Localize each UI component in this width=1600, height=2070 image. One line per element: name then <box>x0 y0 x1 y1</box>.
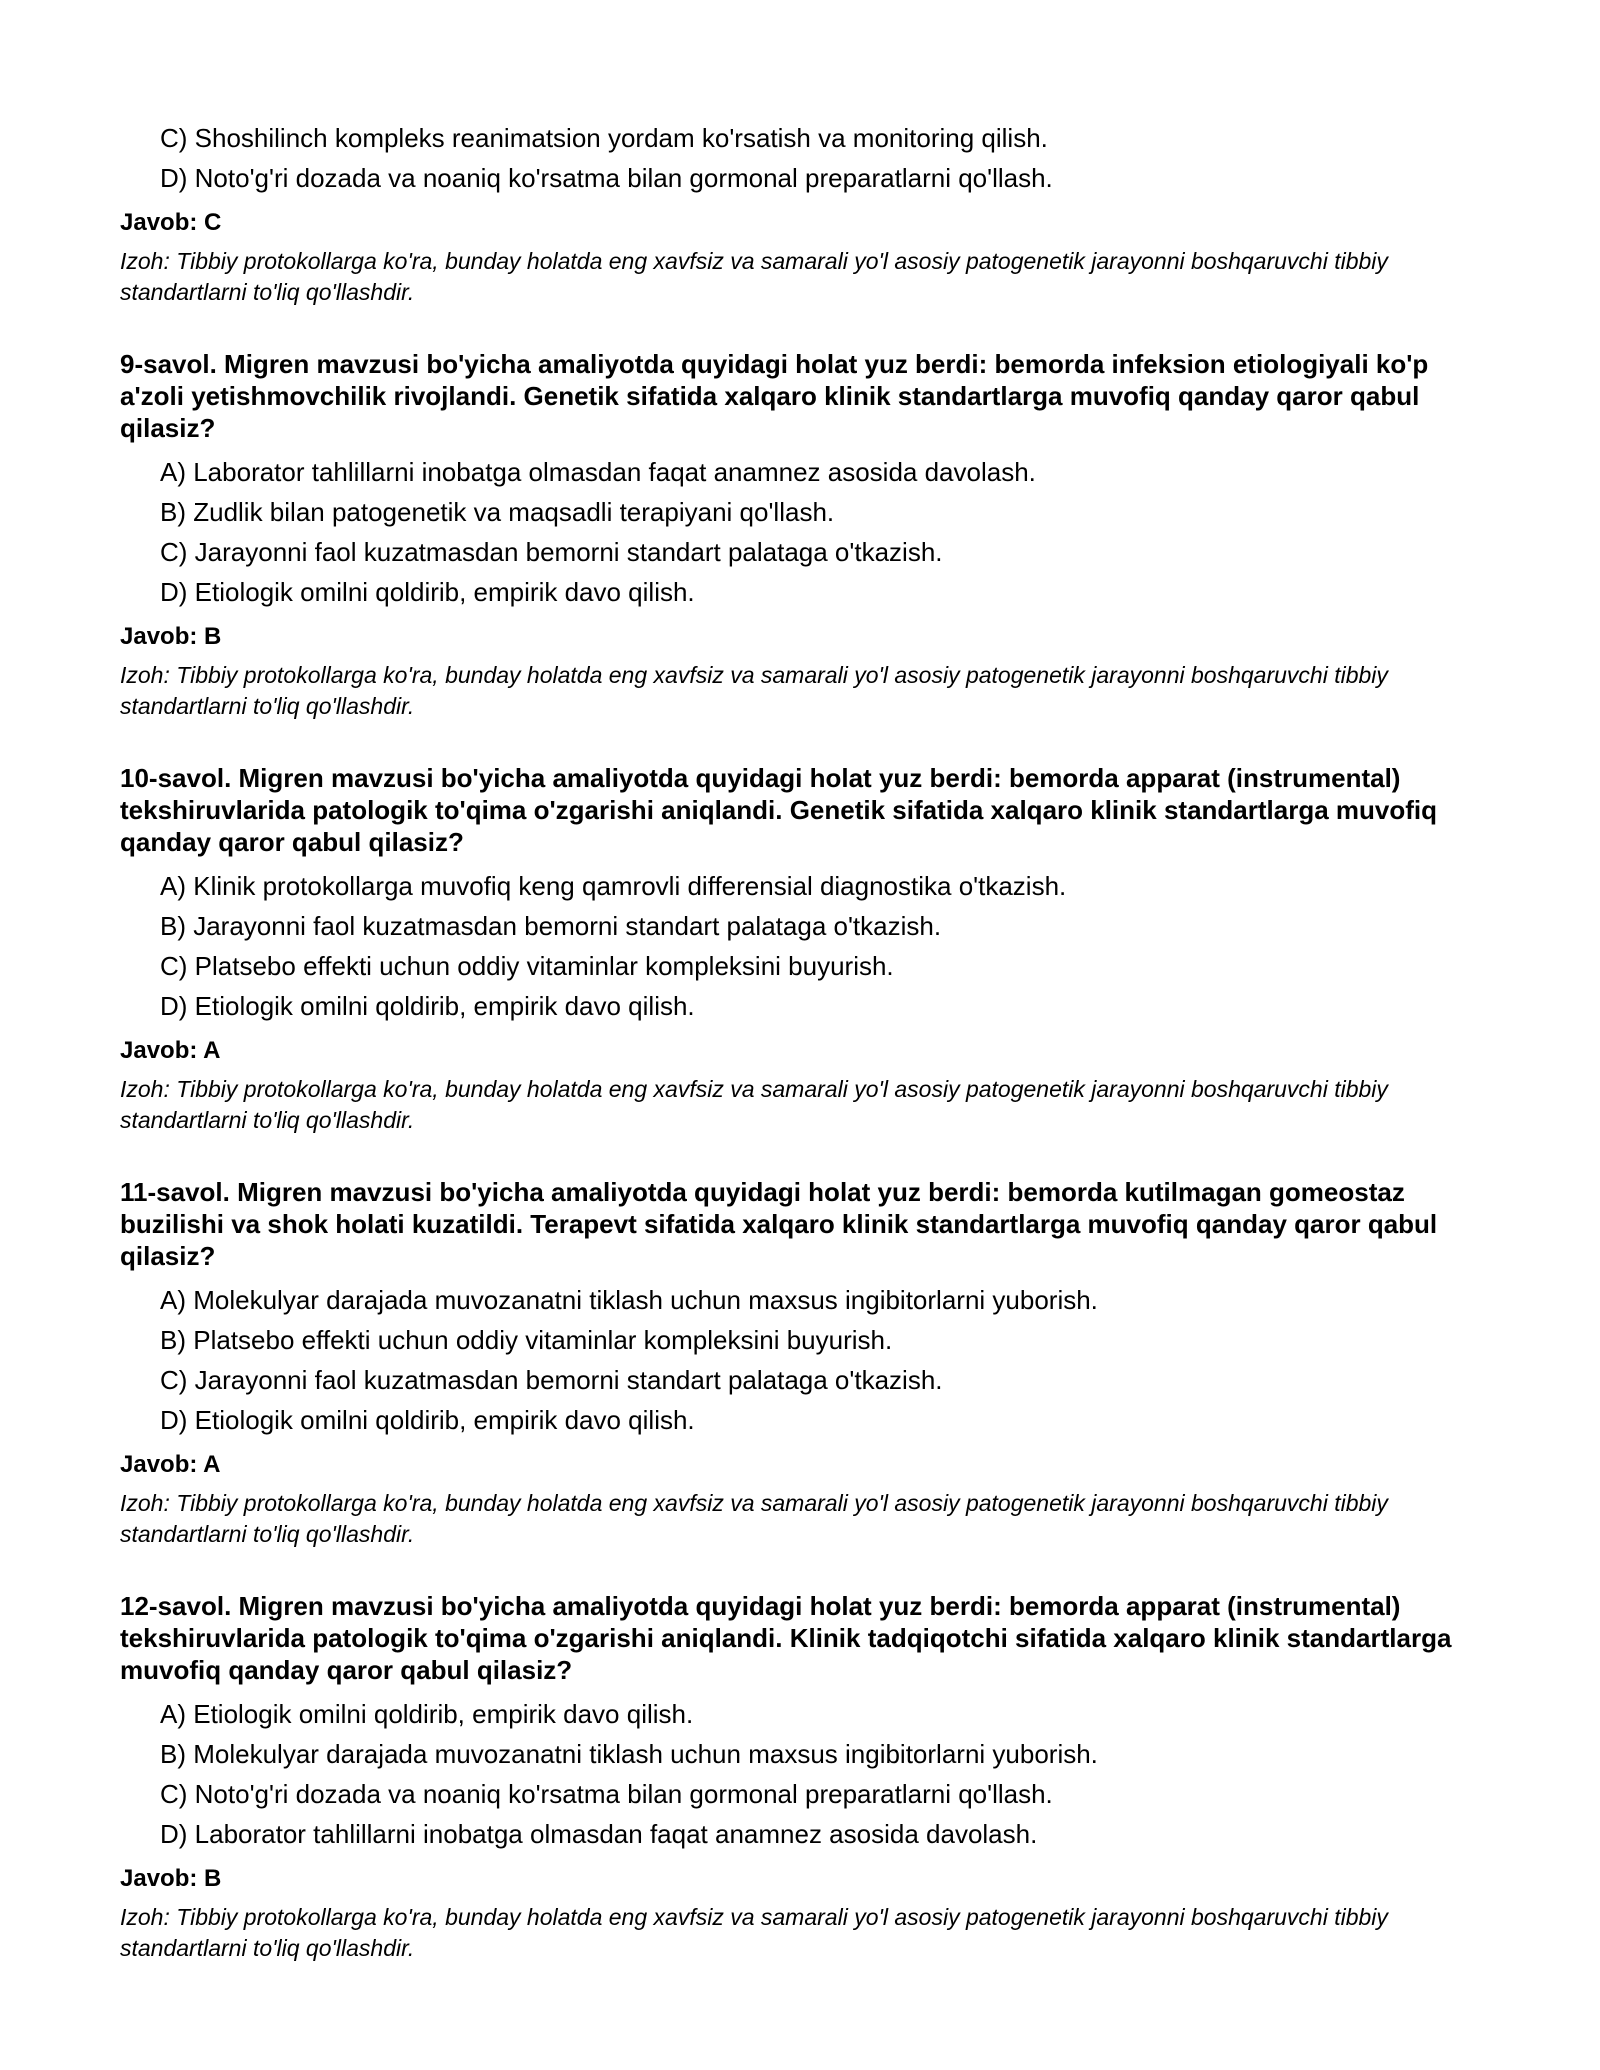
answer-label: Javob: B <box>120 1865 222 1892</box>
answer-label: Javob: A <box>120 1037 221 1064</box>
option-b: B) Zudlik bilan patogenetik va maqsadli terapiyani qo'llash. <box>160 497 835 527</box>
question-title: 12-savol. Migren mavzusi bo'yicha amaliyotda quyidagi holat yuz berdi: bemorda apparat (instrumental) tekshiruvlarida patologik to'qima o'zgarishi aniqlandi. Klinik tadqiqotchi sifatida xalqaro klinik standartlarga muvofiq qanday qaror qabul qilasiz? <box>120 1591 1452 1685</box>
question-title: 10-savol. Migren mavzusi bo'yicha amaliyotda quyidagi holat yuz berdi: bemorda apparat (instrumental) tekshiruvlarida patologik to'qima o'zgarishi aniqlandi. Genetik sifatida xalqaro klinik standartlarga muvofiq qanday qaror qabul qilasiz? <box>120 763 1437 857</box>
option-c: C) Noto'g'ri dozada va noaniq ko'rsatma bilan gormonal preparatlarni qo'llash. <box>160 1779 1053 1809</box>
option-a: A) Molekulyar darajada muvozanatni tiklash uchun maxsus ingibitorlarni yuborish. <box>160 1285 1098 1315</box>
answer-label: Javob: A <box>120 1451 221 1478</box>
answer-label: Javob: C <box>120 209 222 236</box>
option-b: B) Molekulyar darajada muvozanatni tiklash uchun maxsus ingibitorlarni yuborish. <box>160 1739 1098 1769</box>
option-a: A) Klinik protokollarga muvofiq keng qamrovli differensial diagnostika o'tkazish. <box>160 871 1067 901</box>
option-d: D) Etiologik omilni qoldirib, empirik davo qilish. <box>160 991 695 1021</box>
option-a: A) Laborator tahlillarni inobatga olmasdan faqat anamnez asosida davolash. <box>160 457 1036 487</box>
question-12 <box>120 1590 1480 1964</box>
option-d: D) Noto'g'ri dozada va noaniq ko'rsatma bilan gormonal preparatlarni qo'llash. <box>160 163 1053 193</box>
question-title: 11-savol. Migren mavzusi bo'yicha amaliyotda quyidagi holat yuz berdi: bemorda kutilmagan gomeostaz buzilishi va shok holati kuzatildi. Terapevt sifatida xalqaro klinik standartlarga muvofiq qanday qaror qabul qilasiz? <box>120 1177 1438 1271</box>
option-c: C) Jarayonni faol kuzatmasdan bemorni standart palataga o'tkazish. <box>160 1365 943 1395</box>
answer-label: Javob: B <box>120 623 222 650</box>
question-9 <box>120 348 1480 722</box>
option-b: B) Platsebo effekti uchun oddiy vitaminlar kompleksini buyurish. <box>160 1325 893 1355</box>
explanation-note: Izoh: Tibbiy protokollarga ko'ra, bunday holatda eng xavfsiz va samarali yo'l asosiy patogenetik jarayonni boshqaruvchi tibbiy standartlarni to'liq qo'llashdir. <box>120 1076 1388 1133</box>
option-c: C) Jarayonni faol kuzatmasdan bemorni standart palataga o'tkazish. <box>160 537 943 567</box>
question-10 <box>120 762 1480 1136</box>
option-d: D) Laborator tahlillarni inobatga olmasdan faqat anamnez asosida davolash. <box>160 1819 1038 1849</box>
option-b: B) Jarayonni faol kuzatmasdan bemorni standart palataga o'tkazish. <box>160 911 942 941</box>
explanation-note: Izoh: Tibbiy protokollarga ko'ra, bunday holatda eng xavfsiz va samarali yo'l asosiy patogenetik jarayonni boshqaruvchi tibbiy standartlarni to'liq qo'llashdir. <box>120 1490 1388 1547</box>
explanation-note: Izoh: Tibbiy protokollarga ko'ra, bunday holatda eng xavfsiz va samarali yo'l asosiy patogenetik jarayonni boshqaruvchi tibbiy standartlarni to'liq qo'llashdir. <box>120 248 1388 305</box>
explanation-note: Izoh: Tibbiy protokollarga ko'ra, bunday holatda eng xavfsiz va samarali yo'l asosiy patogenetik jarayonni boshqaruvchi tibbiy standartlarni to'liq qo'llashdir. <box>120 662 1388 719</box>
option-a: A) Etiologik omilni qoldirib, empirik davo qilish. <box>160 1699 694 1729</box>
option-c: C) Shoshilinch kompleks reanimatsion yordam ko'rsatish va monitoring qilish. <box>160 123 1048 153</box>
option-d: D) Etiologik omilni qoldirib, empirik davo qilish. <box>160 1405 695 1435</box>
explanation-note: Izoh: Tibbiy protokollarga ko'ra, bunday holatda eng xavfsiz va samarali yo'l asosiy patogenetik jarayonni boshqaruvchi tibbiy standartlarni to'liq qo'llashdir. <box>120 1904 1388 1961</box>
option-c: C) Platsebo effekti uchun oddiy vitaminlar kompleksini buyurish. <box>160 951 894 981</box>
question-8-continuation <box>120 118 1480 308</box>
question-title: 9-savol. Migren mavzusi bo'yicha amaliyotda quyidagi holat yuz berdi: bemorda infeksion etiologiyali ko'p a'zoli yetishmovchilik rivojlandi. Genetik sifatida xalqaro klinik standartlarga muvofiq qanday qaror qabul qilasiz? <box>120 349 1429 443</box>
document-page <box>120 118 1480 1964</box>
question-11 <box>120 1176 1480 1550</box>
option-d: D) Etiologik omilni qoldirib, empirik davo qilish. <box>160 577 695 607</box>
